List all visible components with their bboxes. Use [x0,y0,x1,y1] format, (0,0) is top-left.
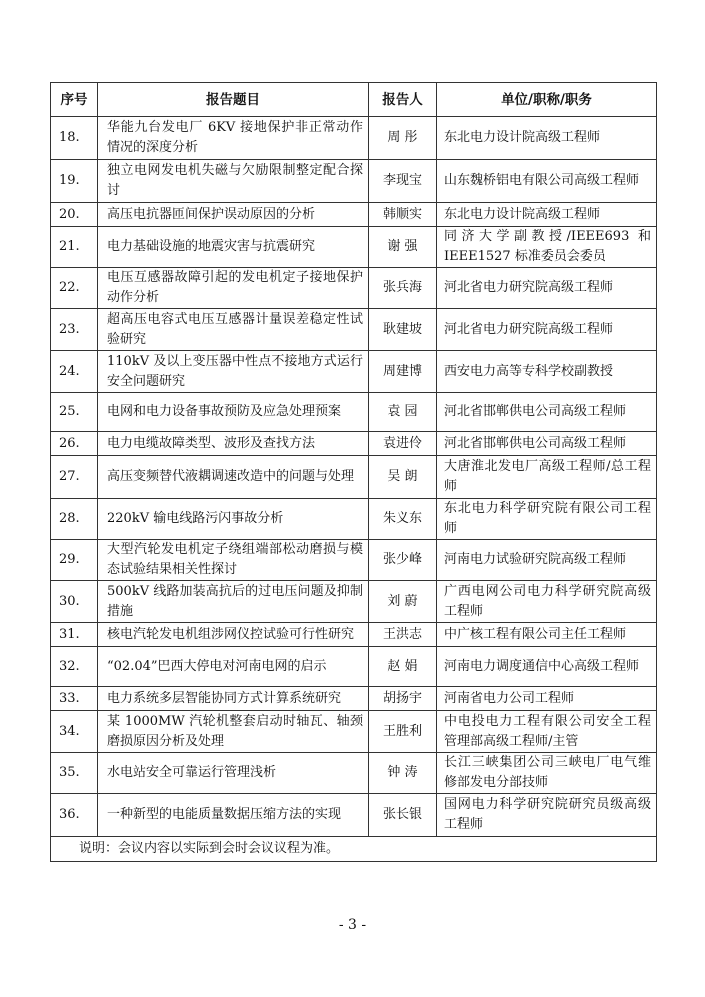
row-number: 27. [51,456,98,499]
table-row [51,794,657,837]
row-reporter: 周建博 [369,351,437,393]
table-row [51,753,657,794]
row-number: 21. [51,227,98,268]
table-row [51,203,657,227]
row-title: 500kV 线路加装高抗后的过电压问题及抑制措施 [98,581,369,623]
row-number: 20. [51,203,98,227]
row-number: 35. [51,753,98,794]
row-reporter: 胡扬宇 [369,687,437,711]
row-title: 独立电网发电机失磁与欠励限制整定配合探讨 [98,160,369,203]
row-title: “02.04”巴西大停电对河南电网的启示 [98,647,369,687]
row-reporter: 钟 涛 [369,753,437,794]
row-title: 电力系统多层智能协同方式计算系统研究 [98,687,369,711]
row-number: 23. [51,309,98,351]
row-number: 25. [51,393,98,432]
header-reporter: 报告人 [369,83,437,117]
row-unit: 河北省邯郸供电公司高级工程师 [437,393,657,432]
row-title: 高压变频替代液耦调速改造中的问题与处理 [98,456,369,499]
row-title: 一种新型的电能质量数据压缩方法的实现 [98,794,369,837]
table-row [51,351,657,393]
row-reporter: 刘 蔚 [369,581,437,623]
row-reporter: 吴 朗 [369,456,437,499]
row-number: 36. [51,794,98,837]
table-row [51,456,657,499]
agenda-table-container [50,82,656,862]
row-reporter: 赵 娟 [369,647,437,687]
row-title: 110kV 及以上变压器中性点不接地方式运行安全问题研究 [98,351,369,393]
row-title: 电网和电力设备事故预防及应急处理预案 [98,393,369,432]
row-reporter: 周 彤 [369,117,437,160]
row-unit: 中电投电力工程有限公司安全工程管理部高级工程师/主管 [437,711,657,753]
row-unit: 西安电力高等专科学校副教授 [437,351,657,393]
row-number: 18. [51,117,98,160]
row-unit: 河南电力试验研究院高级工程师 [437,540,657,581]
row-unit: 东北电力设计院高级工程师 [437,117,657,160]
table-row [51,623,657,647]
row-unit: 河南电力调度通信中心高级工程师 [437,647,657,687]
row-unit: 中广核工程有限公司主任工程师 [437,623,657,647]
row-unit: 大唐淮北发电厂高级工程师/总工程师 [437,456,657,499]
row-unit: 山东魏桥铝电有限公司高级工程师 [437,160,657,203]
row-number: 29. [51,540,98,581]
row-number: 19. [51,160,98,203]
row-unit: 河北省电力研究院高级工程师 [437,268,657,309]
table-row [51,647,657,687]
row-reporter: 耿建坡 [369,309,437,351]
note-row [51,837,657,862]
row-number: 33. [51,687,98,711]
row-title: 大型汽轮发电机定子绕组端部松动磨损与模态试验结果相关性探讨 [98,540,369,581]
note-text: 说明：会议内容以实际到会时会议议程为准。 [51,837,657,862]
table-row [51,687,657,711]
row-number: 34. [51,711,98,753]
row-title: 华能九台发电厂 6KV 接地保护非正常动作情况的深度分析 [98,117,369,160]
row-reporter: 王洪志 [369,623,437,647]
row-reporter: 张少峰 [369,540,437,581]
row-number: 32. [51,647,98,687]
row-unit: 广西电网公司电力科学研究院高级工程师 [437,581,657,623]
table-row [51,268,657,309]
table-row [51,117,657,160]
row-reporter: 朱义东 [369,499,437,540]
page-number: - 3 - [338,917,367,933]
row-title: 220kV 输电线路污闪事故分析 [98,499,369,540]
table-row [51,393,657,432]
header-number: 序号 [51,83,98,117]
table-row [51,160,657,203]
row-reporter: 袁 园 [369,393,437,432]
row-unit: 东北电力设计院高级工程师 [437,203,657,227]
row-reporter: 谢 强 [369,227,437,268]
row-number: 22. [51,268,98,309]
table-row [51,309,657,351]
row-reporter: 韩顺实 [369,203,437,227]
row-unit: 河北省邯郸供电公司高级工程师 [437,432,657,456]
row-unit: 同济大学副教授/IEEE693 和IEEE1527 标准委员会委员 [437,227,657,268]
table-row [51,432,657,456]
row-unit: 河北省电力研究院高级工程师 [437,309,657,351]
row-unit: 东北电力科学研究院有限公司工程师 [437,499,657,540]
row-number: 24. [51,351,98,393]
row-reporter: 张长银 [369,794,437,837]
header-unit: 单位/职称/职务 [437,83,657,117]
row-title: 电力电缆故障类型、波形及查找方法 [98,432,369,456]
row-reporter: 李现宝 [369,160,437,203]
table-row [51,227,657,268]
agenda-table [50,82,657,862]
row-title: 水电站安全可靠运行管理浅析 [98,753,369,794]
row-number: 30. [51,581,98,623]
table-row [51,581,657,623]
table-header-row [51,83,657,117]
row-reporter: 王胜利 [369,711,437,753]
row-title: 超高压电容式电压互感器计量误差稳定性试验研究 [98,309,369,351]
row-title: 高压电抗器匝间保护误动原因的分析 [98,203,369,227]
row-title: 电压互感器故障引起的发电机定子接地保护动作分析 [98,268,369,309]
row-number: 31. [51,623,98,647]
row-unit: 河南省电力公司工程师 [437,687,657,711]
row-title: 核电汽轮发电机组涉网仪控试验可行性研究 [98,623,369,647]
row-title: 电力基础设施的地震灾害与抗震研究 [98,227,369,268]
table-row [51,540,657,581]
row-unit: 长江三峡集团公司三峡电厂电气维修部发电分部技师 [437,753,657,794]
row-reporter: 袁进伶 [369,432,437,456]
table-row [51,499,657,540]
row-number: 28. [51,499,98,540]
table-row [51,711,657,753]
header-title: 报告题目 [98,83,369,117]
row-number: 26. [51,432,98,456]
row-reporter: 张兵海 [369,268,437,309]
row-title: 某 1000MW 汽轮机整套启动时轴瓦、轴颈磨损原因分析及处理 [98,711,369,753]
row-unit: 国网电力科学研究院研究员级高级工程师 [437,794,657,837]
